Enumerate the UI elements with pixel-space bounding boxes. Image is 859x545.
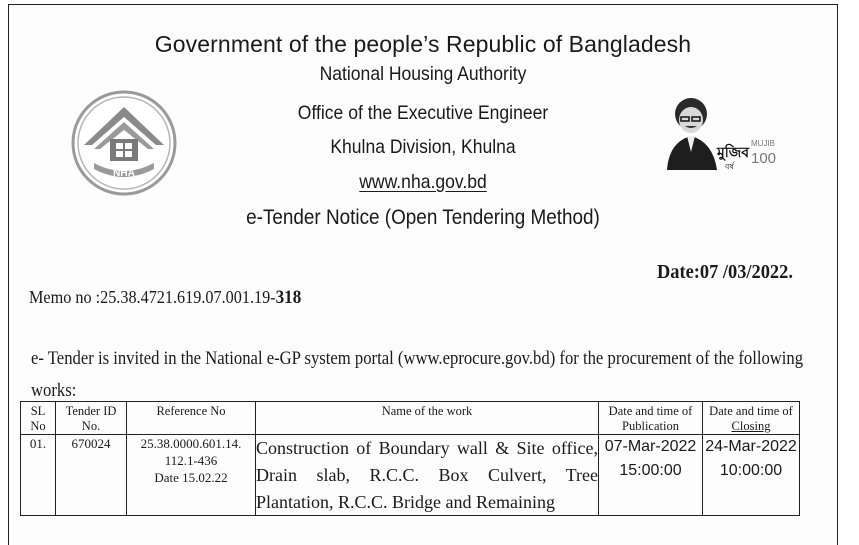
header-work-name: Name of the work [256, 402, 599, 435]
memo-number [29, 287, 301, 309]
authority-name: National Housing Authority [319, 63, 527, 85]
website-link[interactable]: www.nha.gov.bd [359, 171, 487, 193]
header-publication: Date and time of Publication [599, 402, 703, 435]
cell-closing: 24-Mar-2022 10:00:00 [703, 435, 800, 516]
notice-date: Date:07 /03/2022. [657, 261, 793, 283]
memo-suffix: 318 [275, 287, 302, 308]
cell-tender-id: 670024 [56, 435, 127, 516]
header-tender-id: Tender ID No. [56, 402, 127, 435]
emblem-mujib-text: MUJIB [751, 139, 775, 148]
cell-reference: 25.38.0000.601.14. 112.1-436 Date 15.02.22 [127, 435, 256, 516]
cell-publication: 07-Mar-2022 15:00:00 [599, 435, 703, 516]
notice-title: e-Tender Notice (Open Tendering Method) [246, 206, 600, 229]
emblem-100-text: 100 [751, 150, 777, 167]
website-line [50, 171, 795, 194]
cell-sl: 01. [21, 435, 56, 516]
office-name: Office of the Executive Engineer [297, 102, 549, 124]
division-name: Khulna Division, Khulna [330, 136, 516, 158]
government-heading: Government of the people’s Republic of Bangladesh [154, 31, 692, 57]
header-sl: SL No [21, 402, 56, 435]
cell-work-name: Construction of Boundary wall & Site office, Drain slab, R.C.C. Box Culvert, Tree Plantation, R.C.C. Bridge and Remaining [256, 435, 599, 516]
emblem-borsho-text: বর্ষ [725, 162, 734, 171]
table-header-row [21, 402, 800, 435]
logo-text: NHA [113, 168, 135, 179]
tender-table [20, 401, 800, 516]
header-reference: Reference No [127, 402, 256, 435]
header-closing: Date and time of Closing [703, 402, 800, 435]
emblem-bangla-text: মুজিব [717, 145, 750, 161]
intro-paragraph: e- Tender is invited in the National e-GP system portal (www.eprocure.gov.bd) for the procurement of the following works: [31, 349, 804, 401]
memo-prefix: Memo no :25.38.4721.619.07.001.19- [29, 287, 276, 307]
table-row [21, 435, 800, 516]
